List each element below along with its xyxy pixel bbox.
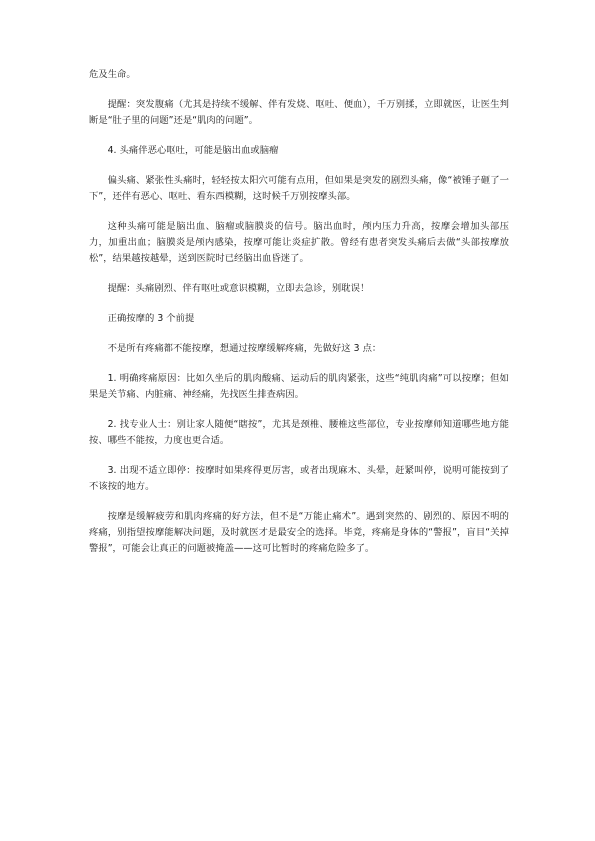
- paragraph-6: 提醒：头痛剧烈、伴有呕吐或意识模糊，立即去急诊，别耽误！: [107, 283, 370, 294]
- list-item-3: 3. 出现不适立即停：按摩时如果疼得更厉害，或者出现麻木、头晕，赶紧叫停，说明可能按到了不该按的地方。: [89, 465, 509, 492]
- paragraph-4: 偏头痛、紧张性头痛时，轻轻按太阳穴可能有点用，但如果是突发的剧烈头痛，像“被锤子砸了一下”，还伴有恶心、呕吐、看东西模糊，这时候千万别按摩头部。: [89, 175, 509, 202]
- list-item-2: 2. 找专业人士：别让家人随便“瞎按”，尤其是颈椎、腰椎这些部位，专业按摩师知道哪些地方能按、哪些不能按，力度也更合适。: [89, 419, 509, 446]
- section-heading-headache: 4. 头痛伴恶心呕吐，可能是脑出血或脑瘤: [107, 145, 279, 156]
- paragraph-2: 提醒：突发腹痛（尤其是持续不缓解、伴有发烧、呕吐、便血），千万别揉，立即就医，让医生判断是“肚子里的问题”还是“肌肉的问题”。: [89, 99, 509, 126]
- section-heading-prerequisites: 正确按摩的 3 个前提: [107, 313, 195, 324]
- list-item-1: 1. 明确疼痛原因：比如久坐后的肌肉酸痛、运动后的肌肉紧张，这些“纯肌肉痛”可以按摩；但如果是关节痛、内脏痛、神经痛，先找医生排查病因。: [89, 373, 509, 400]
- paragraph-1: 危及生命。: [89, 69, 136, 80]
- paragraph-8: 不是所有疼痛都不能按摩，想通过按摩缓解疼痛，先做好这 3 点：: [107, 343, 382, 354]
- paragraph-5: 这种头痛可能是脑出血、脑瘤或脑膜炎的信号。脑出血时，颅内压力升高，按摩会增加头部压力，加重出血；脑膜炎是颅内感染，按摩可能让炎症扩散。曾经有患者突发头痛后去做“头部按摩放松”，结果越按越晕，送到医院时已经脑出血昏迷了。: [89, 221, 509, 264]
- conclusion-paragraph: 按摩是缓解疲劳和肌肉疼痛的好方法，但不是“万能止痛术”。遇到突然的、剧烈的、原因不明的疼痛，别指望按摩能解决问题，及时就医才是最安全的选择。毕竟，疼痛是身体的“警报”，盲目“关掉警报”，可能会让真正的问题被掩盖——这可比暂时的疼痛危险多了。: [89, 511, 509, 554]
